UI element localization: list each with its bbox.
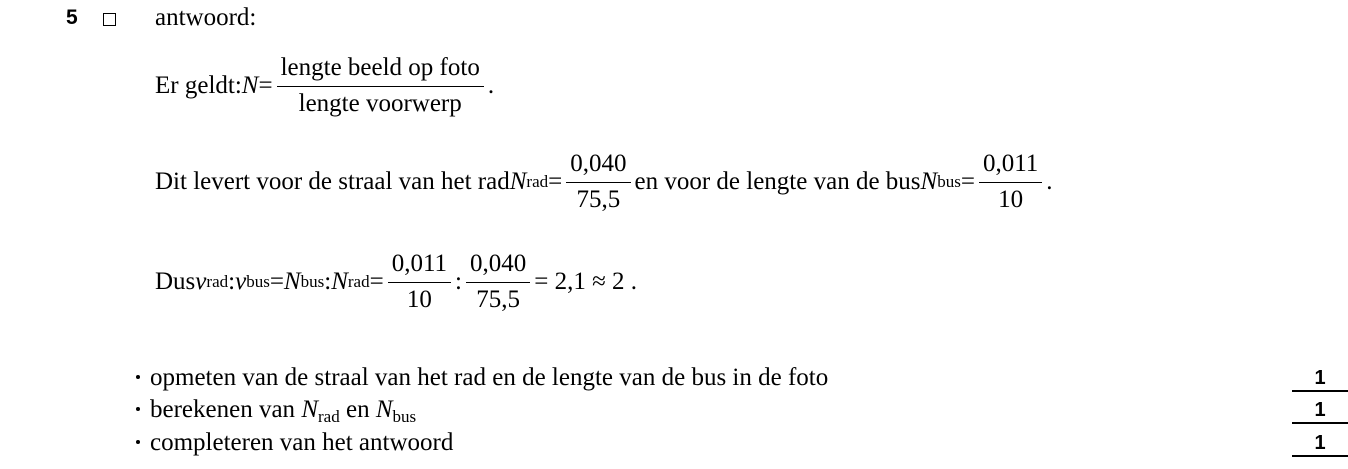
line2-var-rad: N	[509, 168, 527, 196]
criterion-2-text-a: berekenen van	[150, 396, 302, 423]
formula-line-1	[155, 54, 494, 119]
bullet-dot-icon	[136, 375, 140, 379]
line1-prefix: Er geldt:	[155, 72, 242, 100]
criterion-1-text: opmeten van de straal van het rad en de lengte van de bus in de foto	[150, 364, 829, 391]
line3-n-rad: N	[331, 268, 348, 296]
criterion-2-sub-rad: rad	[318, 407, 340, 426]
bullet-dot-icon	[136, 407, 140, 411]
line3-equals-1: =	[269, 268, 284, 296]
line3-colon-3: :	[455, 268, 462, 296]
line3-v-bus: v	[235, 268, 247, 296]
line1-var: N	[241, 72, 259, 100]
ratio-2-denominator: 75,5	[476, 285, 520, 313]
n-bus-numerator: 0,011	[979, 150, 1042, 183]
line3-n-bus: N	[283, 268, 301, 296]
line3-colon-1: :	[228, 268, 236, 296]
criterion-2	[136, 396, 416, 424]
ratio-1-denominator: 10	[406, 285, 432, 313]
formula-line-2: Dit levert voor de straal van het rad N rad = $\frac{0,040}{75,5}$ en voor de lengte van de bus N bus = $\frac{0,011}{10}$ .	[155, 150, 1053, 213]
score-checkbox[interactable]	[103, 13, 116, 26]
magnification-fraction	[277, 54, 484, 119]
n-rad-denominator: 75,5	[576, 185, 621, 213]
line2-middle: en voor de lengte van de bus	[634, 168, 921, 196]
answer-heading: antwoord:	[155, 4, 257, 31]
line3-v-rad: v	[195, 268, 207, 296]
line2-equals-1: =	[548, 168, 563, 196]
criterion-1-points: 1	[1292, 366, 1348, 392]
n-rad-numerator: 0,040	[566, 150, 630, 183]
n-bus-denominator: 10	[998, 185, 1024, 213]
line2-var-bus: N	[920, 168, 938, 196]
formula-line-3: Dus v rad : v bus = N bus : N rad = $\frac{0,011}{10}$ : $\frac{0,040}{75,5}$ = 2,1 ≈ 2 .	[155, 250, 638, 313]
n-rad-fraction	[566, 150, 630, 215]
ratio-2-numerator: 0,040	[466, 250, 530, 283]
ratio-fraction-2	[466, 250, 530, 315]
criterion-3-text: completeren van het antwoord	[150, 429, 454, 456]
line3-equals-2: =	[369, 268, 384, 296]
criterion-2-var-rad: N	[301, 396, 318, 423]
n-bus-fraction	[979, 150, 1042, 215]
line2-equals-2: =	[960, 168, 975, 196]
ratio-1-numerator: 0,011	[388, 250, 451, 283]
line3-result: = 2,1 ≈ 2 .	[534, 268, 638, 296]
criterion-3-points: 1	[1292, 431, 1348, 457]
question-number: 5	[66, 6, 78, 29]
line1-suffix: .	[487, 72, 495, 100]
line2-prefix: Dit levert voor de straal van het rad	[155, 168, 510, 196]
ratio-fraction-1	[388, 250, 451, 315]
criterion-2-points: 1	[1292, 398, 1348, 424]
criterion-1	[136, 364, 828, 392]
fraction-numerator: lengte beeld op foto	[277, 54, 484, 87]
line1-equals: =	[258, 72, 273, 100]
bullet-dot-icon	[136, 440, 140, 444]
line3-prefix: Dus	[155, 268, 196, 296]
criterion-2-var-bus: N	[375, 396, 393, 423]
line3-colon-2: :	[324, 268, 332, 296]
criterion-2-sub-bus: bus	[392, 407, 417, 426]
fraction-denominator: lengte voorwerp	[298, 89, 462, 117]
line2-suffix: .	[1046, 168, 1053, 196]
criterion-2-text-b: en	[339, 396, 376, 423]
criterion-3	[136, 429, 453, 457]
